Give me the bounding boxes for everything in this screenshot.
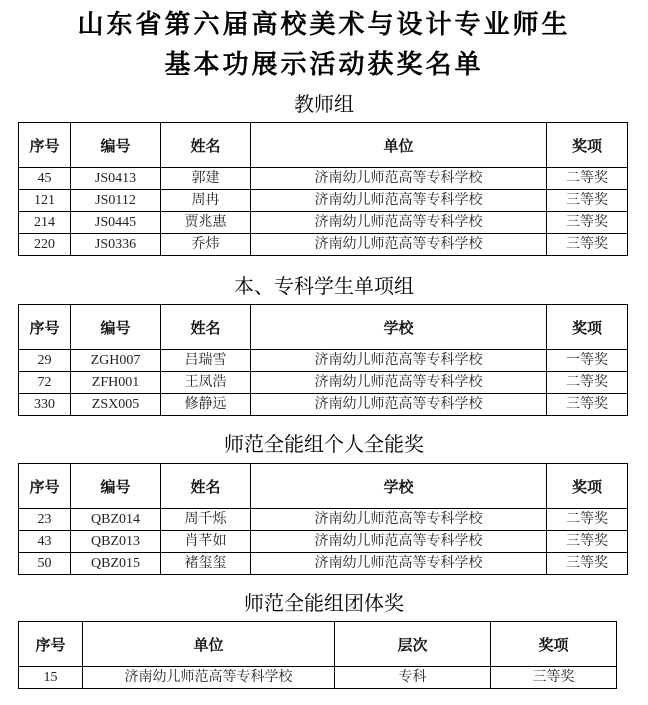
table-cell: 220 (19, 234, 71, 256)
table-row (19, 667, 617, 689)
table-cell: 50 (19, 553, 71, 575)
table-row (19, 212, 628, 234)
teachers-table (18, 122, 628, 256)
table-cell: 济南幼儿师范高等专科学校 (251, 553, 547, 575)
table-cell: JS0445 (71, 212, 161, 234)
table-cell: 济南幼儿师范高等专科学校 (251, 394, 547, 416)
table-cell: 修静远 (161, 394, 251, 416)
student-single-table (18, 304, 628, 416)
column-header: 学校 (251, 464, 547, 509)
document-title-line-1: 山东省第六届高校美术与设计专业师生 (77, 10, 571, 40)
column-header: 单位 (251, 123, 547, 168)
column-header: 姓名 (161, 305, 251, 350)
column-header: 奖项 (547, 305, 628, 350)
table-cell: 三等奖 (547, 212, 628, 234)
column-header: 姓名 (161, 123, 251, 168)
table-cell: ZGH007 (71, 350, 161, 372)
table-row (19, 509, 628, 531)
table-cell: 济南幼儿师范高等专科学校 (251, 531, 547, 553)
column-header: 单位 (83, 622, 335, 667)
table-header-row (19, 464, 628, 509)
table-row (19, 190, 628, 212)
column-header: 奖项 (491, 622, 617, 667)
table-cell: 郭建 (161, 168, 251, 190)
table-cell: 23 (19, 509, 71, 531)
table-cell: 三等奖 (547, 553, 628, 575)
table-cell: 二等奖 (547, 509, 628, 531)
table-cell: 三等奖 (491, 667, 617, 689)
section-heading-teachers: 教师组 (294, 92, 354, 116)
table-cell: 三等奖 (547, 234, 628, 256)
individual-all-round-table (18, 463, 628, 575)
table-header-row (19, 123, 628, 168)
table-cell: 一等奖 (547, 350, 628, 372)
table-cell: 45 (19, 168, 71, 190)
table-cell: QBZ015 (71, 553, 161, 575)
column-header: 编号 (71, 464, 161, 509)
table-cell: 济南幼儿师范高等专科学校 (251, 350, 547, 372)
team-table (18, 621, 617, 689)
table-cell: 214 (19, 212, 71, 234)
column-header: 姓名 (161, 464, 251, 509)
column-header: 编号 (71, 305, 161, 350)
column-header: 序号 (19, 622, 83, 667)
table-cell: 330 (19, 394, 71, 416)
table-cell: ZSX005 (71, 394, 161, 416)
section-heading-team: 师范全能组团体奖 (244, 591, 404, 615)
table-cell: 72 (19, 372, 71, 394)
column-header: 编号 (71, 123, 161, 168)
table-row (19, 168, 628, 190)
column-header: 序号 (19, 123, 71, 168)
table-cell: 济南幼儿师范高等专科学校 (251, 372, 547, 394)
table-cell: 15 (19, 667, 83, 689)
table-cell: 济南幼儿师范高等专科学校 (251, 168, 547, 190)
table-cell: 29 (19, 350, 71, 372)
table-cell: 吕瑞雪 (161, 350, 251, 372)
table-cell: 43 (19, 531, 71, 553)
table-cell: 肖芊如 (161, 531, 251, 553)
table-cell: JS0336 (71, 234, 161, 256)
table-row (19, 531, 628, 553)
table-cell: 周千烁 (161, 509, 251, 531)
table-cell: 济南幼儿师范高等专科学校 (251, 212, 547, 234)
column-header: 层次 (335, 622, 491, 667)
table-cell: 济南幼儿师范高等专科学校 (251, 234, 547, 256)
section-heading-individual-all-round: 师范全能组个人全能奖 (224, 432, 424, 456)
table-header-row (19, 305, 628, 350)
table-cell: 王凤浩 (161, 372, 251, 394)
table-cell: 济南幼儿师范高等专科学校 (83, 667, 335, 689)
section-heading-student-single: 本、专科学生单项组 (234, 274, 414, 298)
document-title-line-2: 基本功展示活动获奖名单 (164, 50, 484, 80)
table-cell: 济南幼儿师范高等专科学校 (251, 190, 547, 212)
table-cell: 二等奖 (547, 168, 628, 190)
table-cell: 二等奖 (547, 372, 628, 394)
table-cell: QBZ014 (71, 509, 161, 531)
table-cell: 专科 (335, 667, 491, 689)
table-cell: ZFH001 (71, 372, 161, 394)
table-cell: 贾兆惠 (161, 212, 251, 234)
table-cell: 三等奖 (547, 531, 628, 553)
table-header-row (19, 622, 617, 667)
table-cell: 周冉 (161, 190, 251, 212)
table-cell: JS0112 (71, 190, 161, 212)
table-cell: 121 (19, 190, 71, 212)
table-cell: 三等奖 (547, 190, 628, 212)
table-cell: JS0413 (71, 168, 161, 190)
column-header: 序号 (19, 305, 71, 350)
table-cell: 三等奖 (547, 394, 628, 416)
column-header: 奖项 (547, 464, 628, 509)
table-row (19, 372, 628, 394)
table-row (19, 234, 628, 256)
column-header: 序号 (19, 464, 71, 509)
table-cell: QBZ013 (71, 531, 161, 553)
table-cell: 乔炜 (161, 234, 251, 256)
table-cell: 济南幼儿师范高等专科学校 (251, 509, 547, 531)
table-row (19, 350, 628, 372)
column-header: 奖项 (547, 123, 628, 168)
column-header: 学校 (251, 305, 547, 350)
table-row (19, 553, 628, 575)
table-row (19, 394, 628, 416)
table-cell: 褚玺玺 (161, 553, 251, 575)
